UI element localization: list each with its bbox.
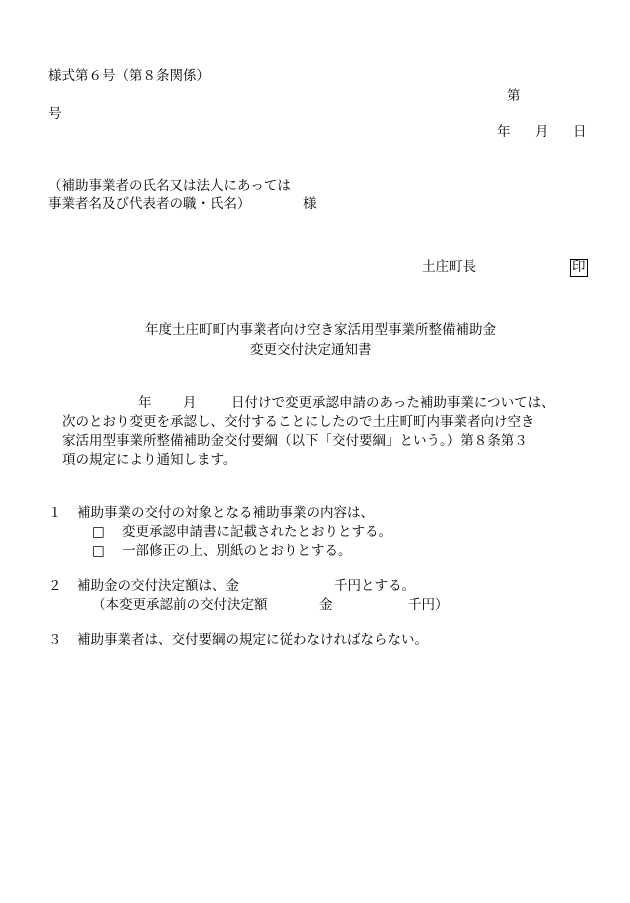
item1-number: １: [48, 505, 62, 521]
body-line2: 次のとおり変更を承認し、交付することにしたので土庄町町内事業者向け空き: [62, 414, 535, 430]
item3-number: ３: [48, 632, 62, 648]
doc-number-go: 号: [48, 106, 62, 122]
item2-sub-b: 金: [319, 597, 333, 613]
item2-sub-c: 千円）: [408, 597, 449, 613]
addressee-line2: 事業者名及び代表者の職・氏名）: [48, 196, 251, 212]
date-year: 年: [497, 124, 511, 140]
item1-text: 補助事業の交付の対象となる補助事業の内容は、: [77, 505, 374, 521]
item1-option1-checkbox: □: [92, 524, 105, 540]
body-year: 年: [138, 395, 152, 411]
issuer-title: 土庄町長: [422, 259, 476, 275]
body-month: 月: [183, 395, 197, 411]
issuer-seal: [570, 259, 588, 277]
item1-option2-text: 一部修正の上、別紙のとおりとする。: [122, 543, 352, 559]
item2-text-b: 千円とする。: [334, 578, 415, 594]
form-number: 様式第６号（第８条関係）: [48, 68, 210, 84]
body-line4: 項の規定により通知します。: [62, 452, 237, 468]
item2-sub-a: （本変更承認前の交付決定額: [92, 597, 268, 613]
item1-option1-text: 変更承認申請書に記載されたとおりとする。: [122, 524, 392, 540]
item1-option2-checkbox: □: [92, 543, 105, 559]
item2-number: ２: [48, 578, 62, 594]
title-line2: 変更交付決定通知書: [250, 342, 372, 358]
addressee-honorific: 様: [303, 196, 317, 212]
addressee-line1: （補助事業者の氏名又は法人にあっては: [48, 178, 291, 194]
date-month: 月: [535, 124, 549, 140]
title-line1: 年度土庄町町内事業者向け空き家活用型事業所整備補助金: [145, 322, 496, 338]
item2-text-a: 補助金の交付決定額は、金: [77, 578, 239, 594]
date-day: 日: [573, 124, 587, 140]
item3-text: 補助事業者は、交付要綱の規定に従わなければならない。: [77, 632, 428, 648]
body-line3: 家活用型事業所整備補助金交付要綱（以下「交付要綱」という。）第８条第３: [62, 433, 528, 449]
body-line1: 日付けで変更承認申請のあった補助事業については、: [231, 395, 555, 411]
seal-mark: 印: [572, 259, 586, 275]
doc-number-dai: 第: [507, 88, 521, 104]
